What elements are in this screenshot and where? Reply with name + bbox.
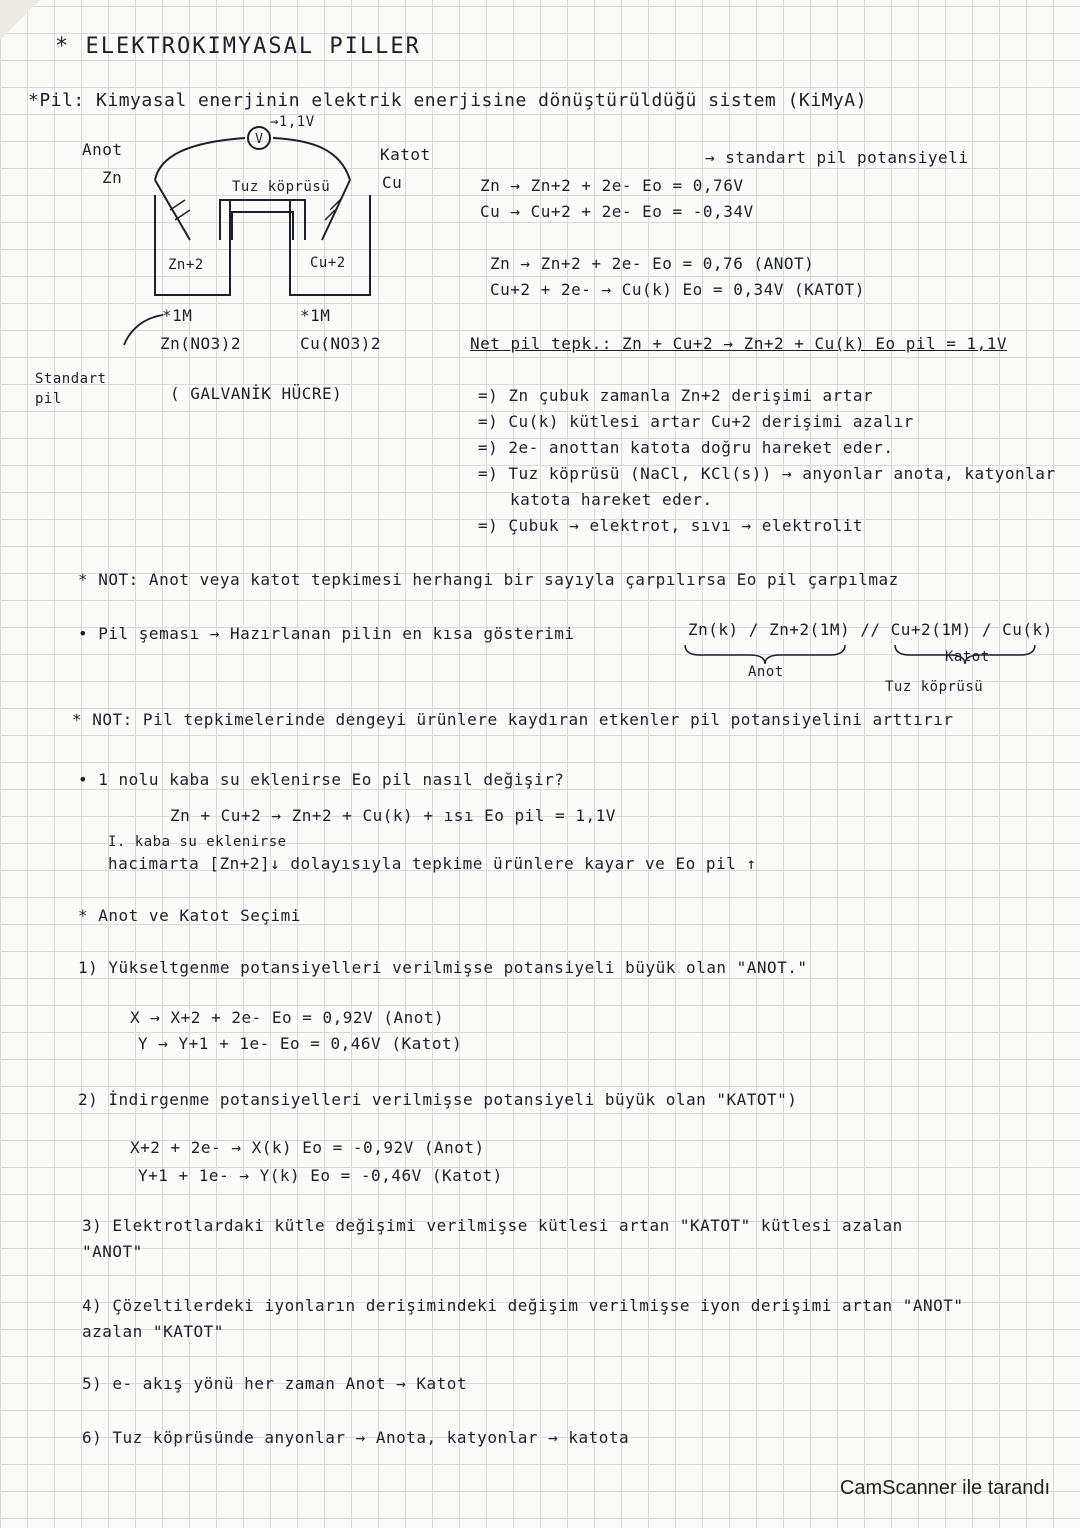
rule-3: 3) Elektrotlardaki kütle değişimi verilmişse kütlesi artan "KATOT" kütlesi azalan (82, 1216, 903, 1235)
reaction-2: Cu → Cu+2 + 2e- Eo = -0,34V (480, 202, 754, 221)
page-fold-corner (0, 0, 40, 40)
observation-3: =) 2e- anottan katota doğru hareket eder. (478, 438, 894, 457)
water-answer-1: I. kaba su eklenirse (108, 834, 287, 850)
katot-metal: Cu (382, 173, 403, 192)
selection-heading: * Anot ve Katot Seçimi (78, 906, 301, 925)
water-equation: Zn + Cu+2 → Zn+2 + Cu(k) + ısı Eo pil = 1,1V (170, 806, 616, 825)
right-concentration: *1M (300, 306, 331, 325)
schema-salt-bridge: Tuz köprüsü (885, 679, 984, 695)
net-reaction: Net pil tepk.: Zn + Cu+2 → Zn+2 + Cu(k) Eo pil = 1,1V (470, 334, 1008, 353)
rule-3-cont: "ANOT" (82, 1242, 143, 1261)
rule-6: 6) Tuz köprüsünde anyonlar → Anota, katyonlar → katota (82, 1428, 630, 1447)
water-question: • 1 nolu kaba su eklenirse Eo pil nasıl değişir? (78, 770, 565, 789)
rule-1-example-a: X → X+2 + 2e- Eo = 0,92V (Anot) (130, 1008, 445, 1027)
zn-electrode (155, 180, 190, 240)
rule-4-cont: azalan "KATOT" (82, 1322, 224, 1341)
reaction-3: Zn → Zn+2 + 2e- Eo = 0,76 (ANOT) (490, 254, 815, 273)
note-equilibrium: * NOT: Pil tepkimelerinde dengeyi ürünlere kaydıran etkenler pil potansiyelini arttırır (72, 710, 954, 729)
schema-katot: Katot (945, 649, 990, 665)
rule-2-example-b: Y+1 + 1e- → Y(k) Eo = -0,46V (Katot) (138, 1166, 503, 1185)
rule-4: 4) Çözeltilerdeki iyonların derişimindeki değişim verilmişse iyon derişimi artan "ANOT" (82, 1296, 964, 1315)
definition-text: *Pil: Kimyasal enerjinin elektrik enerjisine dönüştürüldüğü sistem (KiMyA) (28, 90, 867, 111)
scanner-footer: CamScanner ile tarandı (839, 1477, 1050, 1499)
page-title: * ELEKTROKIMYASAL PILLER (55, 34, 421, 59)
rule-2-example-a: X+2 + 2e- → X(k) Eo = -0,92V (Anot) (130, 1138, 485, 1157)
schema-label: • Pil şeması → Hazırlanan pilin en kısa gösterimi (78, 624, 575, 643)
standard-pil-label: Standart pil (35, 371, 107, 407)
right-ion: Cu+2 (310, 255, 346, 271)
right-solution: Cu(NO3)2 (300, 334, 382, 353)
observation-4-cont: katota hareket eder. (510, 490, 713, 509)
observation-1: =) Zn çubuk zamanla Zn+2 derişimi artar (478, 386, 874, 405)
katot-label: Katot (380, 145, 431, 164)
observation-2: =) Cu(k) kütlesi artar Cu+2 derişimi azalır (478, 412, 914, 431)
anot-metal: Zn (102, 168, 123, 187)
rule-5: 5) e- akış yönü her zaman Anot → Katot (82, 1374, 468, 1393)
anot-label: Anot (82, 140, 123, 159)
rule-2: 2) İndirgenme potansiyelleri verilmişse potansiyeli büyük olan "KATOT") (78, 1090, 798, 1109)
galvanic-cell-label: ( GALVANİK HÜCRE) (170, 384, 343, 403)
rule-1-example-b: Y → Y+1 + 1e- Eo = 0,46V (Katot) (138, 1034, 463, 1053)
observation-4: =) Tuz köprüsü (NaCl, KCl(s)) → anyonlar anota, katyonlar (478, 464, 1056, 483)
left-ion: Zn+2 (168, 257, 204, 273)
left-concentration: *1M (162, 306, 193, 325)
note-multiply: * NOT: Anot veya katot tepkimesi herhangi bir sayıyla çarpılırsa Eo pil çarpılmaz (78, 570, 899, 589)
water-answer-2: hacimarta [Zn+2]↓ dolayısıyla tepkime ürünlere kayar ve Eo pil ↑ (108, 854, 757, 873)
voltage-label: →1,1V (270, 114, 315, 130)
left-beaker (155, 195, 230, 295)
salt-bridge-label: Tuz köprüsü (232, 179, 331, 195)
rule-1: 1) Yükseltgenme potansiyelleri verilmişse potansiyeli büyük olan "ANOT." (78, 958, 808, 977)
reaction-4: Cu+2 + 2e- → Cu(k) Eo = 0,34V (KATOT) (490, 280, 865, 299)
left-solution: Zn(NO3)2 (160, 334, 242, 353)
cell-schema: Zn(k) / Zn+2(1M) // Cu+2(1M) / Cu(k) (688, 620, 1053, 639)
reaction-1: Zn → Zn+2 + 2e- Eo = 0,76V (480, 176, 744, 195)
voltmeter-symbol: V (255, 132, 263, 147)
schema-anot: Anot (748, 664, 784, 680)
standard-potential-note: → standart pil potansiyeli (705, 148, 969, 167)
observation-5: =) Çubuk → elektrot, sıvı → elektrolit (478, 516, 864, 535)
standard-arrow (118, 310, 168, 350)
